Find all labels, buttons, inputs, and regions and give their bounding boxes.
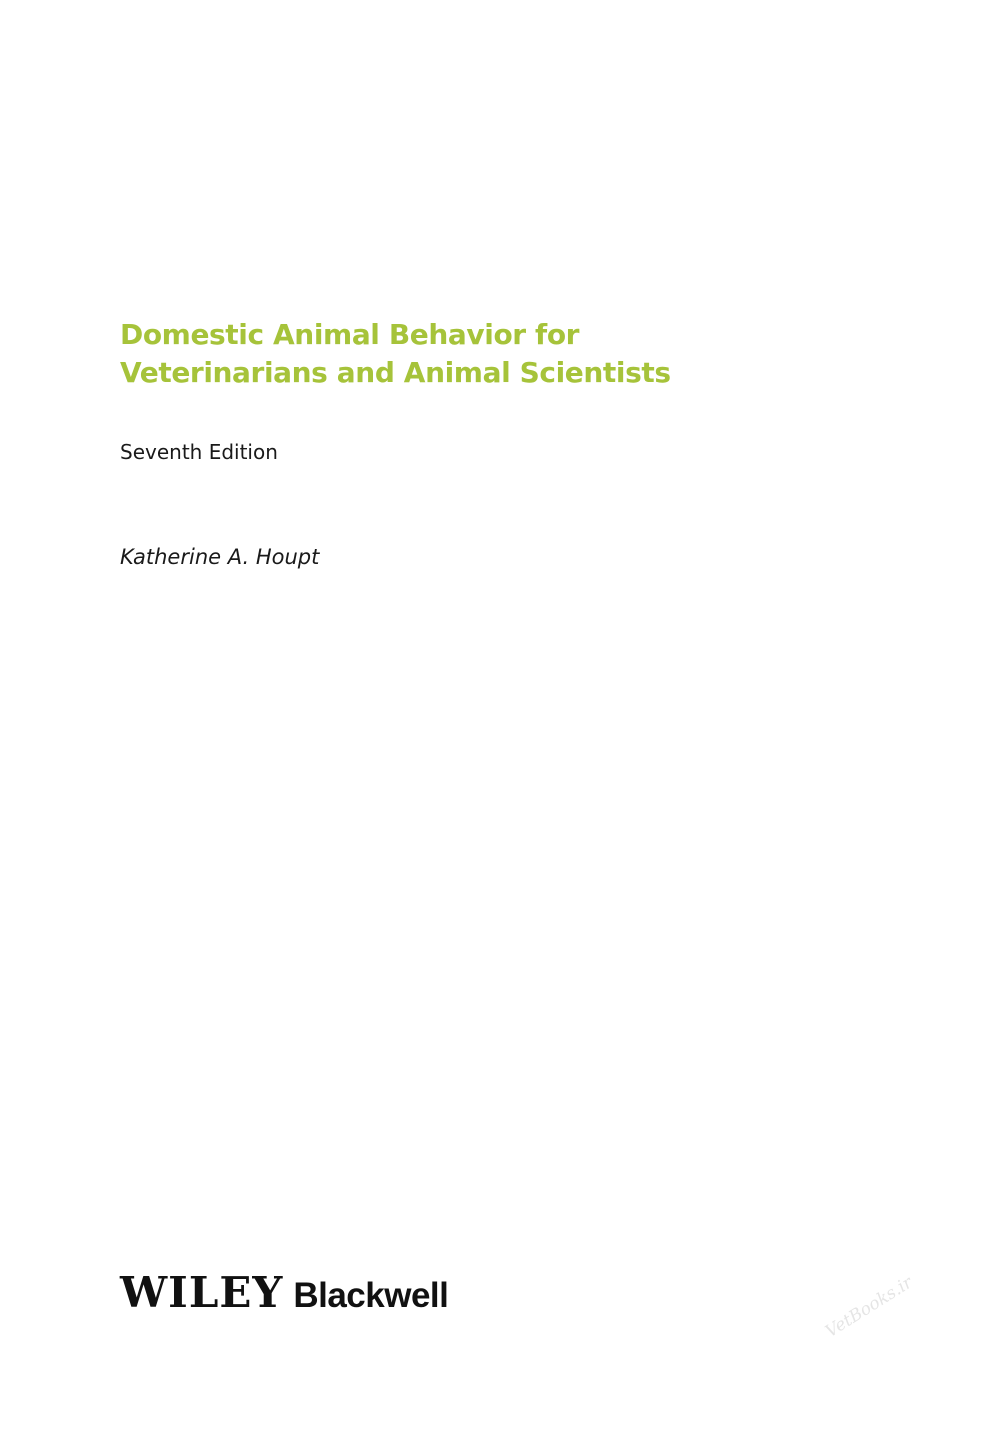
publisher-logo (120, 1268, 448, 1318)
wiley-wordmark: WILEY (120, 1268, 284, 1317)
book-title (120, 316, 671, 392)
blackwell-wordmark: Blackwell (293, 1276, 449, 1315)
edition-label: Seventh Edition (120, 440, 278, 464)
book-title-line-1: Domestic Animal Behavior for (120, 318, 580, 351)
book-title-line-2: Veterinarians and Animal Scientists (120, 356, 671, 389)
watermark: VetBooks.ir (822, 1272, 917, 1342)
author-name: Katherine A. Houpt (120, 545, 320, 569)
